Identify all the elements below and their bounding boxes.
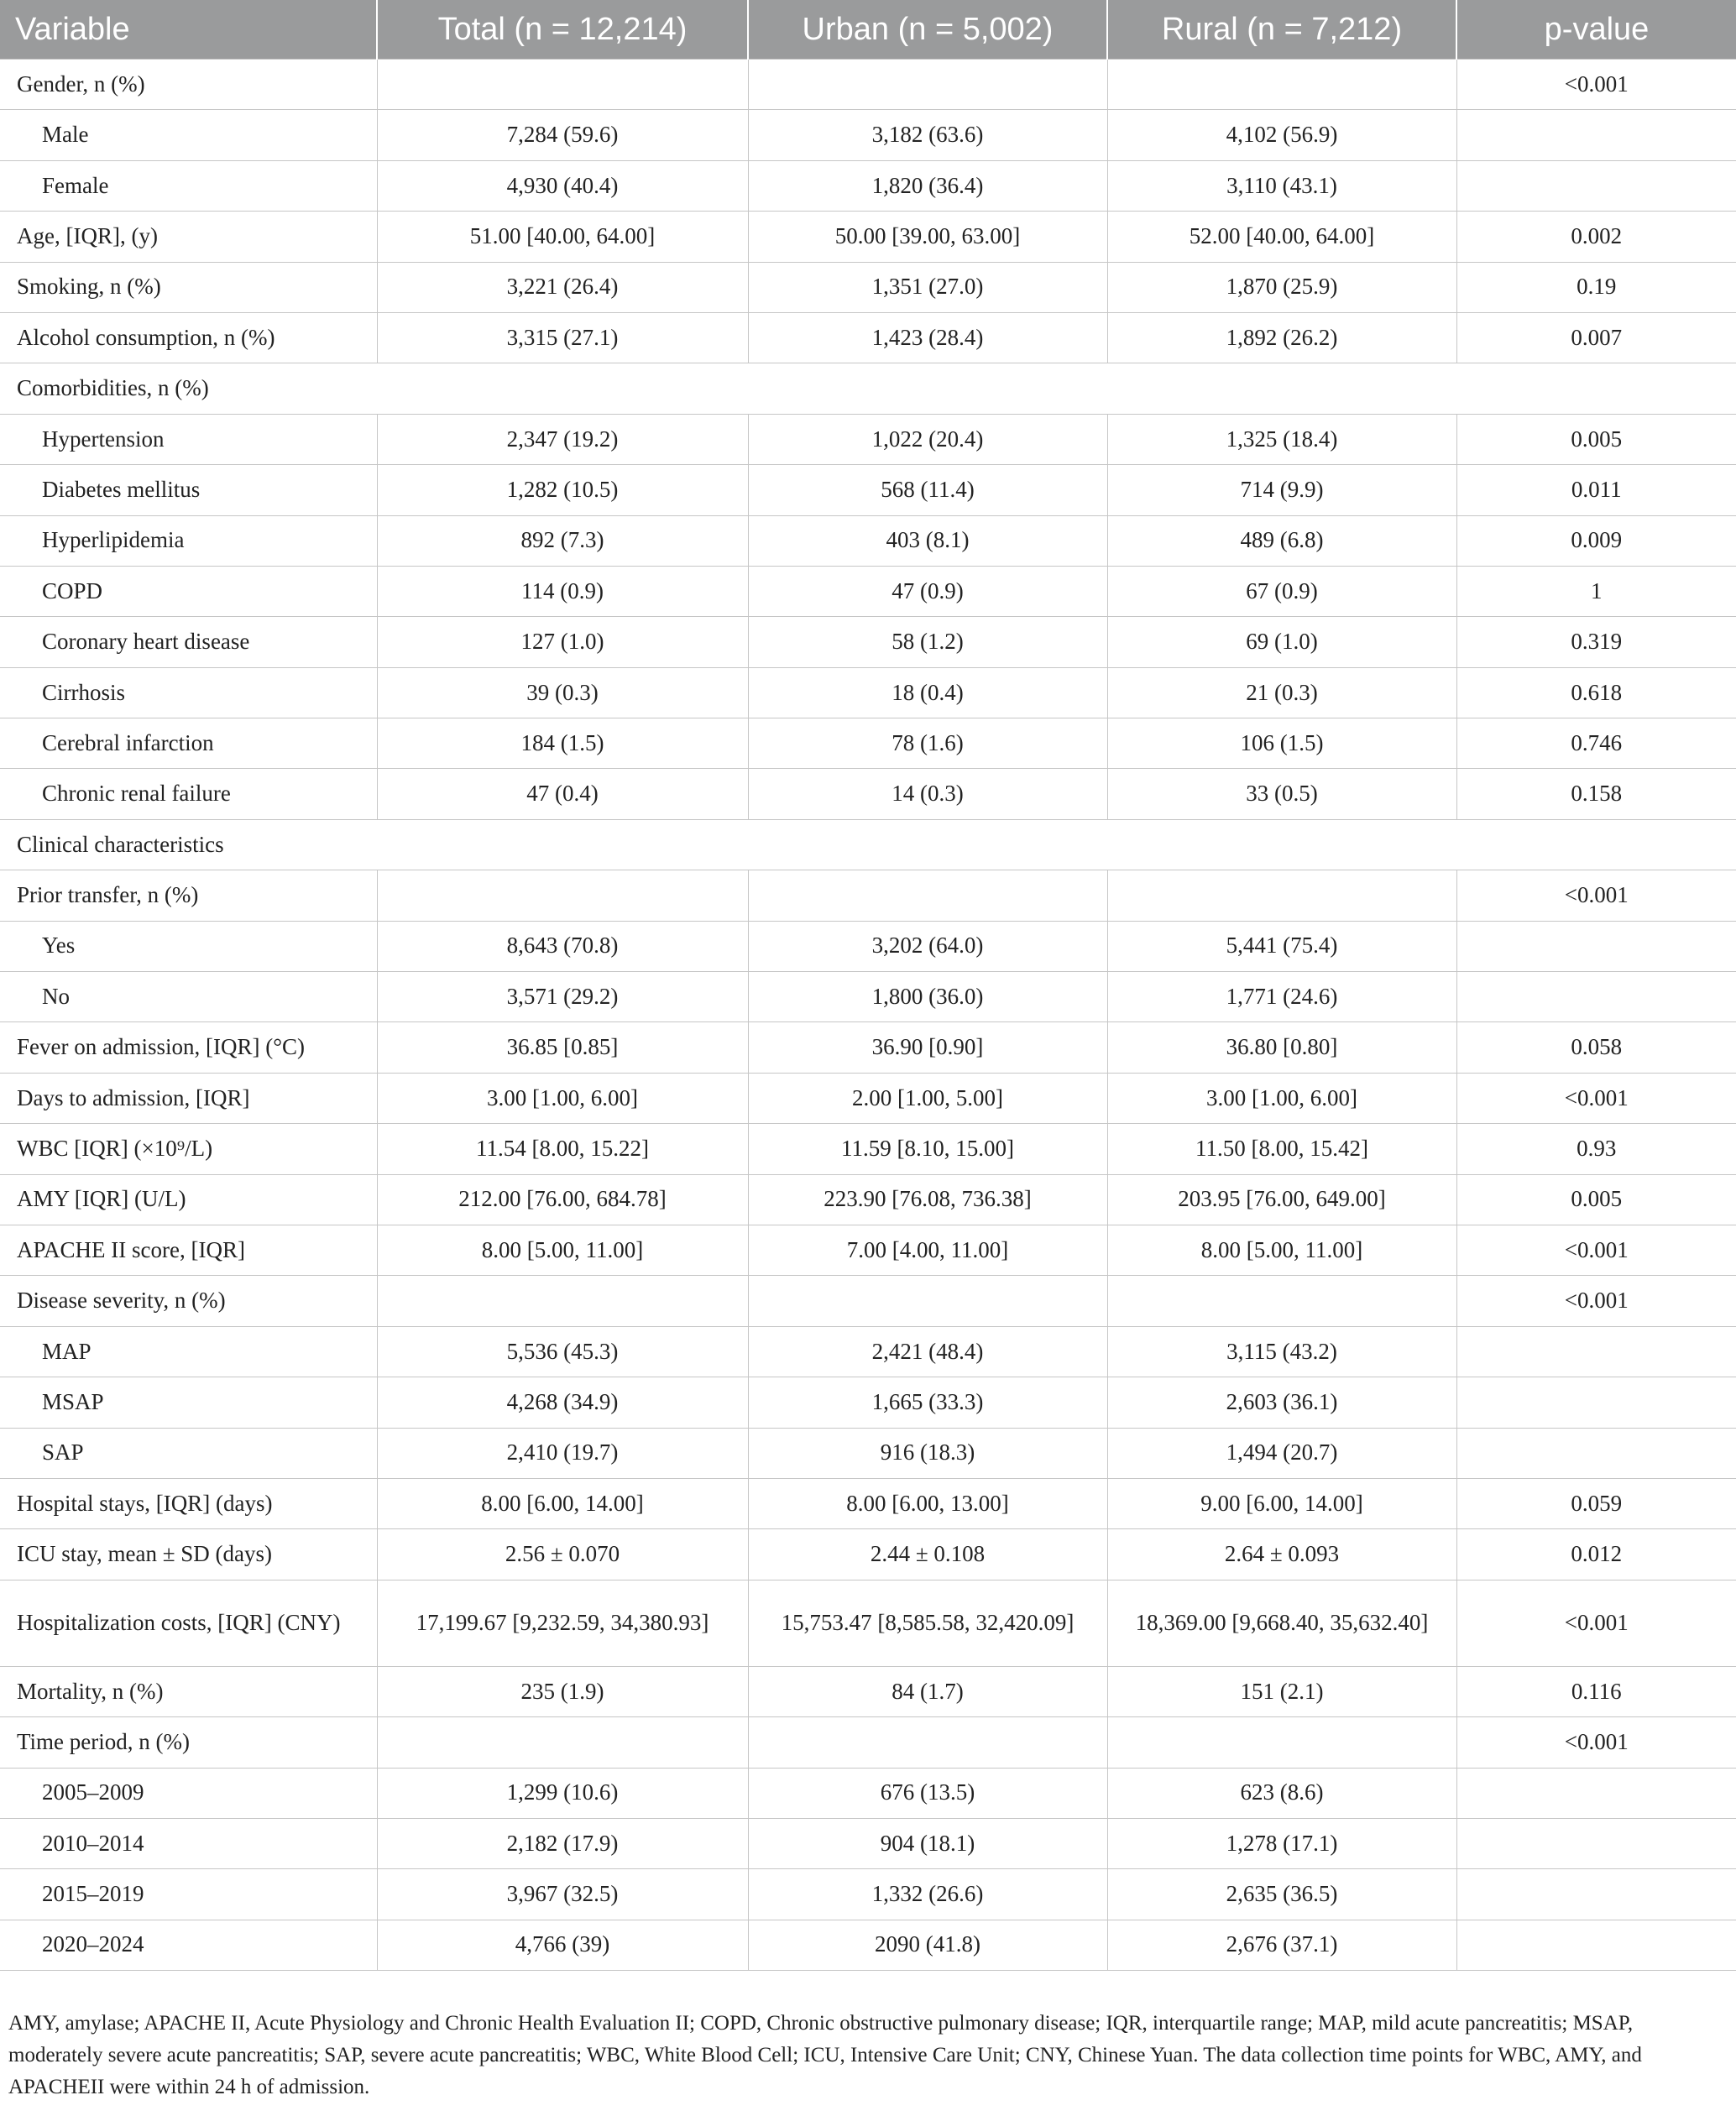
cell-rural: 2.64 ± 0.093 <box>1107 1529 1456 1580</box>
table-row <box>0 1225 1736 1275</box>
cell-p-value: 0.007 <box>1456 312 1736 363</box>
cell-urban <box>748 870 1107 921</box>
table-row <box>0 870 1736 921</box>
table-row <box>0 1276 1736 1326</box>
row-label: Age, [IQR], (y) <box>0 212 377 262</box>
table-row <box>0 718 1736 769</box>
row-label: Comorbidities, n (%) <box>0 363 1736 414</box>
cell-total: 1,282 (10.5) <box>377 465 748 515</box>
table-row <box>0 1768 1736 1818</box>
cell-rural: 11.50 [8.00, 15.42] <box>1107 1124 1456 1174</box>
cell-rural <box>1107 870 1456 921</box>
table-row <box>0 667 1736 718</box>
cell-total: 8.00 [5.00, 11.00] <box>377 1225 748 1275</box>
row-label: Time period, n (%) <box>0 1717 377 1768</box>
cell-p-value: 0.158 <box>1456 769 1736 819</box>
cell-rural: 67 (0.9) <box>1107 566 1456 616</box>
cell-rural: 1,892 (26.2) <box>1107 312 1456 363</box>
row-label: APACHE II score, [IQR] <box>0 1225 377 1275</box>
cell-total: 2,410 (19.7) <box>377 1428 748 1478</box>
cell-p-value: 0.005 <box>1456 1174 1736 1225</box>
row-label: Hyperlipidemia <box>0 515 377 566</box>
table-body <box>0 60 1736 1971</box>
cell-total <box>377 870 748 921</box>
cell-urban: 3,202 (64.0) <box>748 921 1107 971</box>
row-label: Hospital stays, [IQR] (days) <box>0 1478 377 1528</box>
row-label: Coronary heart disease <box>0 617 377 667</box>
row-label: Disease severity, n (%) <box>0 1276 377 1326</box>
cell-urban: 8.00 [6.00, 13.00] <box>748 1478 1107 1528</box>
cell-p-value <box>1456 921 1736 971</box>
table-row <box>0 921 1736 971</box>
cell-rural <box>1107 1276 1456 1326</box>
cell-urban: 1,665 (33.3) <box>748 1377 1107 1428</box>
cell-urban: 1,351 (27.0) <box>748 262 1107 312</box>
cell-p-value: <0.001 <box>1456 1580 1736 1666</box>
cell-urban: 223.90 [76.08, 736.38] <box>748 1174 1107 1225</box>
table-row <box>0 1580 1736 1666</box>
row-label: SAP <box>0 1428 377 1478</box>
cell-p-value: 0.19 <box>1456 262 1736 312</box>
cell-urban: 1,423 (28.4) <box>748 312 1107 363</box>
cell-urban <box>748 1717 1107 1768</box>
table-row <box>0 262 1736 312</box>
row-label: Days to admission, [IQR] <box>0 1073 377 1123</box>
cell-p-value <box>1456 110 1736 160</box>
cell-p-value: 0.058 <box>1456 1022 1736 1073</box>
cell-total: 3,967 (32.5) <box>377 1869 748 1920</box>
cell-p-value <box>1456 160 1736 211</box>
cell-total: 8.00 [6.00, 14.00] <box>377 1478 748 1528</box>
cell-rural: 3,115 (43.2) <box>1107 1326 1456 1377</box>
cell-p-value: <0.001 <box>1456 1073 1736 1123</box>
cell-total: 7,284 (59.6) <box>377 110 748 160</box>
row-label: 2020–2024 <box>0 1920 377 1970</box>
cell-total: 2,347 (19.2) <box>377 414 748 464</box>
cell-total: 212.00 [76.00, 684.78] <box>377 1174 748 1225</box>
cell-urban: 47 (0.9) <box>748 566 1107 616</box>
row-label: COPD <box>0 566 377 616</box>
cell-urban: 676 (13.5) <box>748 1768 1107 1818</box>
cell-rural: 36.80 [0.80] <box>1107 1022 1456 1073</box>
cell-total: 3,315 (27.1) <box>377 312 748 363</box>
header-p-value: p-value <box>1456 0 1736 60</box>
cell-p-value <box>1456 1920 1736 1970</box>
table-row <box>0 1326 1736 1377</box>
cell-urban: 3,182 (63.6) <box>748 110 1107 160</box>
row-label: Gender, n (%) <box>0 60 377 110</box>
cell-urban: 36.90 [0.90] <box>748 1022 1107 1073</box>
cell-rural: 151 (2.1) <box>1107 1666 1456 1716</box>
row-label: Diabetes mellitus <box>0 465 377 515</box>
cell-urban <box>748 1276 1107 1326</box>
table-row <box>0 769 1736 819</box>
cell-total: 184 (1.5) <box>377 718 748 769</box>
cell-total: 51.00 [40.00, 64.00] <box>377 212 748 262</box>
cell-urban: 2,421 (48.4) <box>748 1326 1107 1377</box>
cell-p-value: <0.001 <box>1456 1276 1736 1326</box>
cell-urban: 84 (1.7) <box>748 1666 1107 1716</box>
cell-rural: 1,870 (25.9) <box>1107 262 1456 312</box>
cell-rural: 21 (0.3) <box>1107 667 1456 718</box>
cell-total: 114 (0.9) <box>377 566 748 616</box>
cell-total: 4,766 (39) <box>377 1920 748 1970</box>
table-row <box>0 1022 1736 1073</box>
cell-rural: 714 (9.9) <box>1107 465 1456 515</box>
row-label: Hypertension <box>0 414 377 464</box>
cell-total <box>377 1717 748 1768</box>
cell-urban: 916 (18.3) <box>748 1428 1107 1478</box>
row-label: WBC [IQR] (×10⁹/L) <box>0 1124 377 1174</box>
table-row <box>0 1478 1736 1528</box>
row-label: Female <box>0 160 377 211</box>
row-label: No <box>0 972 377 1022</box>
header-row <box>0 0 1736 60</box>
cell-rural: 8.00 [5.00, 11.00] <box>1107 1225 1456 1275</box>
cell-total: 4,268 (34.9) <box>377 1377 748 1428</box>
cell-rural: 1,278 (17.1) <box>1107 1818 1456 1868</box>
cell-rural: 489 (6.8) <box>1107 515 1456 566</box>
cell-total: 17,199.67 [9,232.59, 34,380.93] <box>377 1580 748 1666</box>
cell-rural: 9.00 [6.00, 14.00] <box>1107 1478 1456 1528</box>
cell-urban: 904 (18.1) <box>748 1818 1107 1868</box>
cell-total: 2.56 ± 0.070 <box>377 1529 748 1580</box>
cell-urban: 1,332 (26.6) <box>748 1869 1107 1920</box>
cell-total: 4,930 (40.4) <box>377 160 748 211</box>
table-row <box>0 515 1736 566</box>
cell-rural: 2,635 (36.5) <box>1107 1869 1456 1920</box>
cell-p-value: 0.319 <box>1456 617 1736 667</box>
table-footnote: AMY, amylase; APACHE II, Acute Physiology and Chronic Health Evaluation II; COPD, Chronic obstructive pulmonary disease; IQR, interquartile range; MAP, mild acute pancreatitis; MSAP, moderately severe acute pancreatitis; SAP, severe acute pancreatitis; WBC, White Blood Cell; ICU, Intensive Care Unit; CNY, Chinese Yuan. The data collection time points for WBC, AMY, and APACHEII were within 24 h of admission. <box>8 2012 1642 2098</box>
cell-p-value: <0.001 <box>1456 1717 1736 1768</box>
cell-urban: 11.59 [8.10, 15.00] <box>748 1124 1107 1174</box>
cell-urban <box>748 60 1107 110</box>
cell-p-value <box>1456 1428 1736 1478</box>
cell-rural: 3,110 (43.1) <box>1107 160 1456 211</box>
table-header <box>0 0 1736 60</box>
cell-p-value: 0.618 <box>1456 667 1736 718</box>
cell-rural: 69 (1.0) <box>1107 617 1456 667</box>
table-row <box>0 414 1736 464</box>
cell-total: 3,571 (29.2) <box>377 972 748 1022</box>
table-row <box>0 212 1736 262</box>
row-label: Clinical characteristics <box>0 819 1736 870</box>
cell-p-value: <0.001 <box>1456 870 1736 921</box>
table-row <box>0 312 1736 363</box>
cell-total: 11.54 [8.00, 15.22] <box>377 1124 748 1174</box>
row-label: MSAP <box>0 1377 377 1428</box>
row-label: Yes <box>0 921 377 971</box>
row-label: Cirrhosis <box>0 667 377 718</box>
cell-p-value <box>1456 972 1736 1022</box>
cell-p-value: 0.059 <box>1456 1478 1736 1528</box>
cell-total: 36.85 [0.85] <box>377 1022 748 1073</box>
cell-rural: 3.00 [1.00, 6.00] <box>1107 1073 1456 1123</box>
cell-total: 3,221 (26.4) <box>377 262 748 312</box>
cell-urban: 2.44 ± 0.108 <box>748 1529 1107 1580</box>
cell-rural: 33 (0.5) <box>1107 769 1456 819</box>
cell-urban: 14 (0.3) <box>748 769 1107 819</box>
cell-p-value: 0.93 <box>1456 1124 1736 1174</box>
row-label: Alcohol consumption, n (%) <box>0 312 377 363</box>
row-label: ICU stay, mean ± SD (days) <box>0 1529 377 1580</box>
cell-total: 47 (0.4) <box>377 769 748 819</box>
cell-total: 127 (1.0) <box>377 617 748 667</box>
cell-total: 1,299 (10.6) <box>377 1768 748 1818</box>
cell-rural: 623 (8.6) <box>1107 1768 1456 1818</box>
table-row <box>0 1073 1736 1123</box>
cell-total: 5,536 (45.3) <box>377 1326 748 1377</box>
header-urban: Urban (n = 5,002) <box>748 0 1107 60</box>
cell-total <box>377 1276 748 1326</box>
table-row <box>0 110 1736 160</box>
cell-rural: 2,676 (37.1) <box>1107 1920 1456 1970</box>
cell-p-value <box>1456 1768 1736 1818</box>
row-label: Chronic renal failure <box>0 769 377 819</box>
table-row <box>0 1818 1736 1868</box>
cell-urban: 403 (8.1) <box>748 515 1107 566</box>
row-label: Prior transfer, n (%) <box>0 870 377 921</box>
cell-p-value: <0.001 <box>1456 60 1736 110</box>
cell-rural: 1,771 (24.6) <box>1107 972 1456 1022</box>
cell-p-value: 0.011 <box>1456 465 1736 515</box>
cell-p-value <box>1456 1869 1736 1920</box>
section-row <box>0 819 1736 870</box>
cell-p-value <box>1456 1818 1736 1868</box>
cell-total: 8,643 (70.8) <box>377 921 748 971</box>
cell-total: 39 (0.3) <box>377 667 748 718</box>
cell-rural: 4,102 (56.9) <box>1107 110 1456 160</box>
cell-urban: 2.00 [1.00, 5.00] <box>748 1073 1107 1123</box>
cell-rural: 1,494 (20.7) <box>1107 1428 1456 1478</box>
header-rural: Rural (n = 7,212) <box>1107 0 1456 60</box>
row-label: Mortality, n (%) <box>0 1666 377 1716</box>
table-row <box>0 972 1736 1022</box>
table-row <box>0 1920 1736 1970</box>
cell-urban: 1,800 (36.0) <box>748 972 1107 1022</box>
cell-p-value: 0.746 <box>1456 718 1736 769</box>
cell-rural: 2,603 (36.1) <box>1107 1377 1456 1428</box>
table-row <box>0 1174 1736 1225</box>
table-row <box>0 1869 1736 1920</box>
cell-rural <box>1107 1717 1456 1768</box>
cell-rural: 203.95 [76.00, 649.00] <box>1107 1174 1456 1225</box>
row-label: 2010–2014 <box>0 1818 377 1868</box>
cell-rural: 1,325 (18.4) <box>1107 414 1456 464</box>
cell-p-value: 0.012 <box>1456 1529 1736 1580</box>
cell-p-value <box>1456 1377 1736 1428</box>
cell-total: 235 (1.9) <box>377 1666 748 1716</box>
cell-rural: 18,369.00 [9,668.40, 35,632.40] <box>1107 1580 1456 1666</box>
cell-rural <box>1107 60 1456 110</box>
cell-total: 3.00 [1.00, 6.00] <box>377 1073 748 1123</box>
table-row <box>0 566 1736 616</box>
cell-rural: 52.00 [40.00, 64.00] <box>1107 212 1456 262</box>
cell-urban: 15,753.47 [8,585.58, 32,420.09] <box>748 1580 1107 1666</box>
cell-p-value: <0.001 <box>1456 1225 1736 1275</box>
cell-urban: 58 (1.2) <box>748 617 1107 667</box>
table-row <box>0 160 1736 211</box>
table-row <box>0 60 1736 110</box>
cell-rural: 106 (1.5) <box>1107 718 1456 769</box>
row-label: Male <box>0 110 377 160</box>
table-row <box>0 1428 1736 1478</box>
cell-p-value: 0.002 <box>1456 212 1736 262</box>
cell-urban: 568 (11.4) <box>748 465 1107 515</box>
cell-p-value <box>1456 1326 1736 1377</box>
cell-urban: 1,022 (20.4) <box>748 414 1107 464</box>
row-label: Smoking, n (%) <box>0 262 377 312</box>
cell-total: 892 (7.3) <box>377 515 748 566</box>
cell-urban: 50.00 [39.00, 63.00] <box>748 212 1107 262</box>
cell-rural: 5,441 (75.4) <box>1107 921 1456 971</box>
header-total: Total (n = 12,214) <box>377 0 748 60</box>
row-label: AMY [IQR] (U/L) <box>0 1174 377 1225</box>
table-row <box>0 1124 1736 1174</box>
table-row <box>0 465 1736 515</box>
row-label: Cerebral infarction <box>0 718 377 769</box>
cell-p-value: 0.116 <box>1456 1666 1736 1716</box>
cell-total <box>377 60 748 110</box>
cell-p-value: 0.009 <box>1456 515 1736 566</box>
row-label: Hospitalization costs, [IQR] (CNY) <box>0 1580 377 1666</box>
table-row <box>0 617 1736 667</box>
cell-urban: 2090 (41.8) <box>748 1920 1107 1970</box>
row-label: 2005–2009 <box>0 1768 377 1818</box>
cell-urban: 1,820 (36.4) <box>748 160 1107 211</box>
table-row <box>0 1529 1736 1580</box>
cell-urban: 78 (1.6) <box>748 718 1107 769</box>
row-label: Fever on admission, [IQR] (°C) <box>0 1022 377 1073</box>
cell-p-value: 1 <box>1456 566 1736 616</box>
cell-total: 2,182 (17.9) <box>377 1818 748 1868</box>
header-variable: Variable <box>0 0 377 60</box>
cell-p-value: 0.005 <box>1456 414 1736 464</box>
table-row <box>0 1377 1736 1428</box>
row-label: 2015–2019 <box>0 1869 377 1920</box>
row-label: MAP <box>0 1326 377 1377</box>
cell-urban: 7.00 [4.00, 11.00] <box>748 1225 1107 1275</box>
cell-urban: 18 (0.4) <box>748 667 1107 718</box>
section-row <box>0 363 1736 414</box>
table-row <box>0 1717 1736 1768</box>
table-row <box>0 1666 1736 1716</box>
